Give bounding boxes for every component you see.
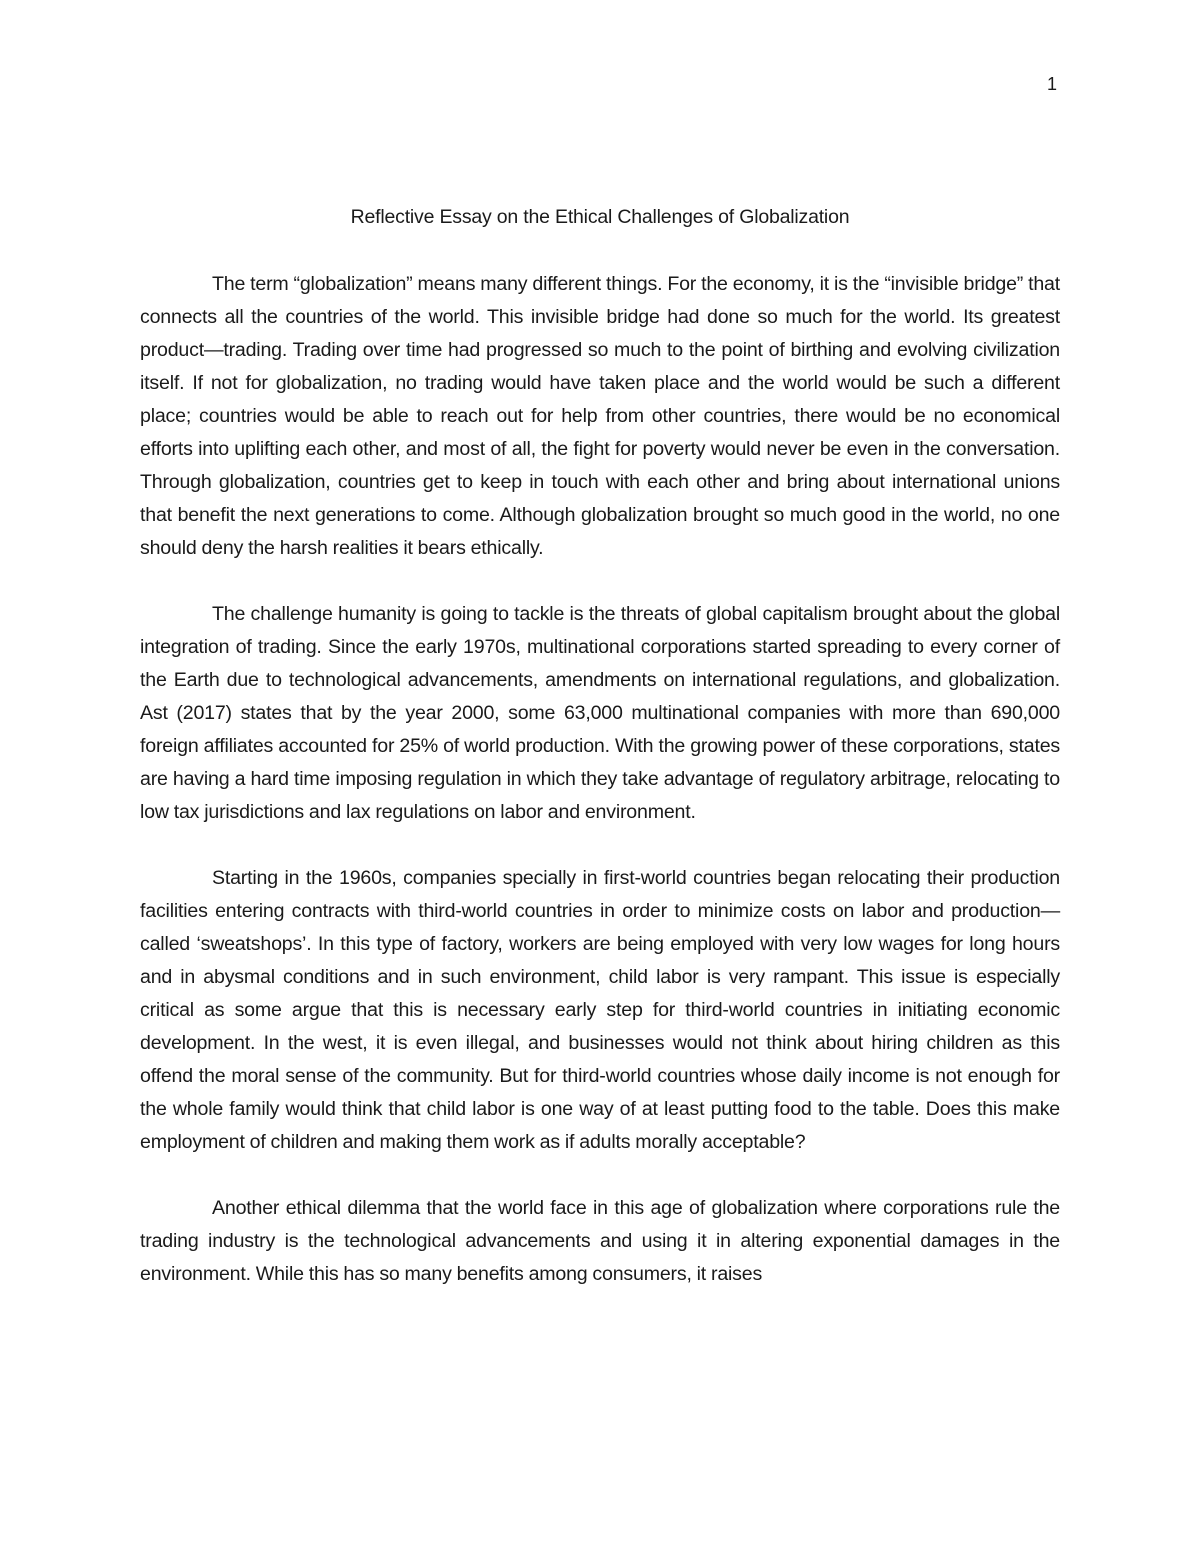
- paragraph-4: Another ethical dilemma that the world face in this age of globalization where corporations rule the trading industry is the technological advancements and using it in altering exponential damages in the environment. While this has so many benefits among consumers, it raises: [140, 1197, 1060, 1285]
- essay-title: Reflective Essay on the Ethical Challenges of Globalization: [350, 206, 850, 228]
- paragraph-3: Starting in the 1960s, companies specially in first-world countries began relocating their production facilities entering contracts with third-world countries in order to minimize costs on labor and production—called ‘sweatshops’. In this type of factory, workers are being employed with very low wages for long hours and in abysmal conditions and in such environment, child labor is very rampant. This issue is especially critical as some argue that this is necessary early step for third-world countries in initiating economic development. In the west, it is even illegal, and businesses would not think about hiring children as this offend the moral sense of the community. But for third-world countries whose daily income is not enough for the whole family would think that child labor is one way of at least putting food to the table. Does this make employment of children and making them work as if adults morally acceptable?: [140, 867, 1060, 1153]
- page-number: 1: [1046, 74, 1057, 94]
- paragraph-2: The challenge humanity is going to tackle is the threats of global capitalism brought about the global integration of trading. Since the early 1970s, multinational corporations started spreading to every corner of the Earth due to technological advancements, amendments on international regulations, and globalization. Ast (2017) states that by the year 2000, some 63,000 multinational companies with more than 690,000 foreign affiliates accounted for 25% of world production. With the growing power of these corporations, states are having a hard time imposing regulation in which they take advantage of regulatory arbitrage, relocating to low tax jurisdictions and lax regulations on labor and environment.: [140, 603, 1060, 823]
- paragraph-1: The term “globalization” means many different things. For the economy, it is the “invisible bridge” that connects all the countries of the world. This invisible bridge had done so much for the world. Its greatest product—trading. Trading over time had progressed so much to the point of birthing and evolving civilization itself. If not for globalization, no trading would have taken place and the world would be such a different place; countries would be able to reach out for help from other countries, there would be no economical efforts into uplifting each other, and most of all, the fight for poverty would never be even in the conversation. Through globalization, countries get to keep in touch with each other and bring about international unions that benefit the next generations to come. Although globalization brought so much good in the world, no one should deny the harsh realities it bears ethically.: [140, 273, 1060, 559]
- essay-body: [140, 268, 1060, 1324]
